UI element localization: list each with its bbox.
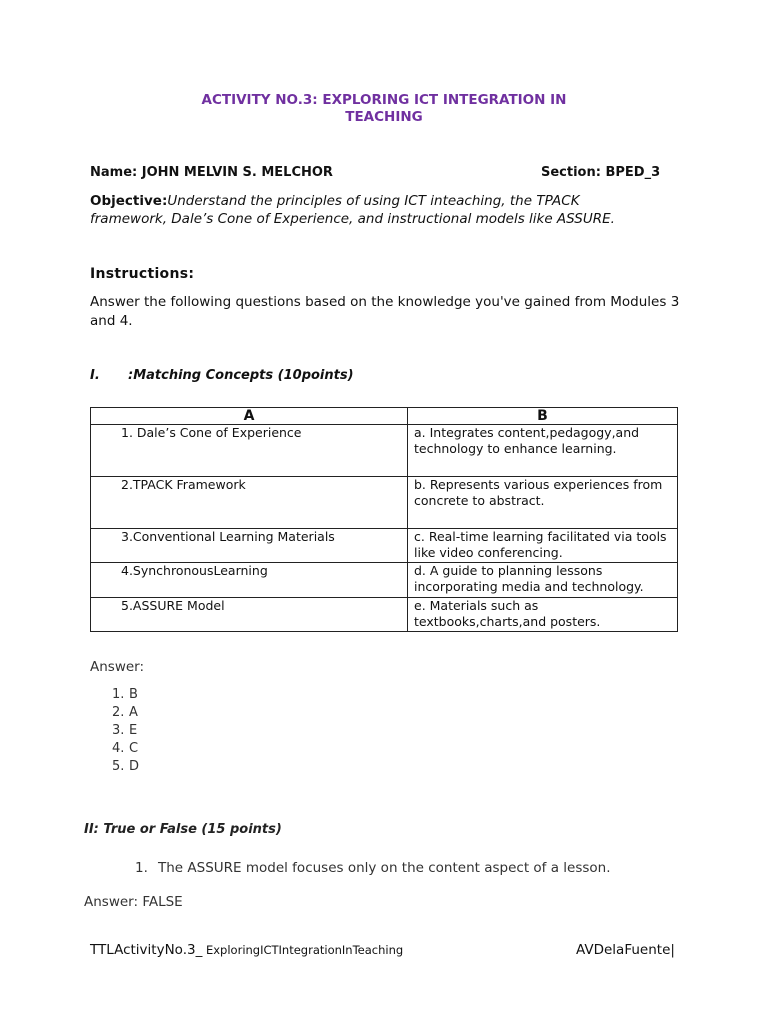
student-name: Name: JOHN MELVIN S. MELCHOR	[90, 165, 333, 180]
list-item	[112, 740, 139, 758]
answer-number: 3.	[112, 723, 125, 738]
part2-heading: II: True or False (15 points)	[84, 822, 282, 837]
answer-value: C	[129, 741, 139, 756]
instructions-heading: Instructions:	[90, 266, 195, 282]
question-1	[135, 860, 611, 876]
list-item	[112, 758, 139, 776]
definition-cell: d. A guide to planning lessons incorporating media and technology.	[408, 563, 678, 598]
question-number: 1.	[135, 860, 148, 876]
instructions-body: Answer the following questions based on the knowledge you've gained from Modules 3 and 4.	[90, 294, 680, 329]
student-section: Section: BPED_3	[541, 165, 661, 180]
concept-cell: 2.TPACK Framework	[91, 477, 408, 529]
definition-cell: e. Materials such as textbooks,charts,and posters.	[408, 598, 678, 632]
matching-table	[90, 407, 678, 632]
question-1-answer: Answer: FALSE	[84, 894, 183, 910]
objective-text: Understand the principles of using ICT inteaching, the TPACK framework, Dale’s Cone of Experience, and instructional models like ASSURE.	[90, 193, 615, 227]
question-text: The ASSURE model focuses only on the content aspect of a lesson.	[158, 860, 611, 876]
answer-list	[112, 686, 139, 776]
answer-value: D	[129, 759, 140, 774]
table-row	[91, 529, 678, 563]
list-item	[112, 686, 139, 704]
answer-number: 2.	[112, 705, 125, 720]
table-row	[91, 477, 678, 529]
list-item	[112, 704, 139, 722]
concept-cell: 1. Dale’s Cone of Experience	[91, 425, 408, 477]
page-title	[0, 92, 768, 126]
answer-label: Answer:	[90, 659, 145, 675]
concept-cell: 4.SynchronousLearning	[91, 563, 408, 598]
answer-value: A	[129, 705, 138, 720]
answer-value: B	[129, 687, 138, 702]
answer-number: 5.	[112, 759, 125, 774]
answer-value: E	[129, 723, 138, 738]
part1-heading	[90, 368, 354, 383]
table-row	[91, 425, 678, 477]
concept-cell: 3.Conventional Learning Materials	[91, 529, 408, 563]
footer-title: ExploringICTIntegrationInTeaching	[202, 943, 404, 957]
part1-number: I.	[90, 368, 100, 383]
list-item	[112, 722, 139, 740]
footer-author: AVDelaFuente|	[576, 942, 675, 958]
footer-activity: TTLActivityNo.3_	[90, 942, 203, 958]
definition-cell: b. Represents various experiences from concrete to abstract.	[408, 477, 678, 529]
table-row	[91, 563, 678, 598]
answer-number: 1.	[112, 687, 125, 702]
part1-title: :Matching Concepts (10points)	[128, 368, 354, 383]
table-header-row	[91, 408, 678, 425]
title-line-1: ACTIVITY NO.3: EXPLORING ICT INTEGRATION IN	[201, 92, 567, 108]
column-a-header: A	[91, 408, 408, 425]
definition-cell: c. Real-time learning facilitated via tools like video conferencing.	[408, 529, 678, 563]
table-row	[91, 598, 678, 632]
footer-left	[90, 942, 403, 958]
concept-cell: 5.ASSURE Model	[91, 598, 408, 632]
definition-cell: a. Integrates content,pedagogy,and technology to enhance learning.	[408, 425, 678, 477]
column-b-header: B	[408, 408, 678, 425]
objective-label: Objective:	[90, 193, 168, 209]
title-line-2: TEACHING	[345, 109, 423, 125]
objective	[90, 192, 660, 228]
answer-number: 4.	[112, 741, 125, 756]
